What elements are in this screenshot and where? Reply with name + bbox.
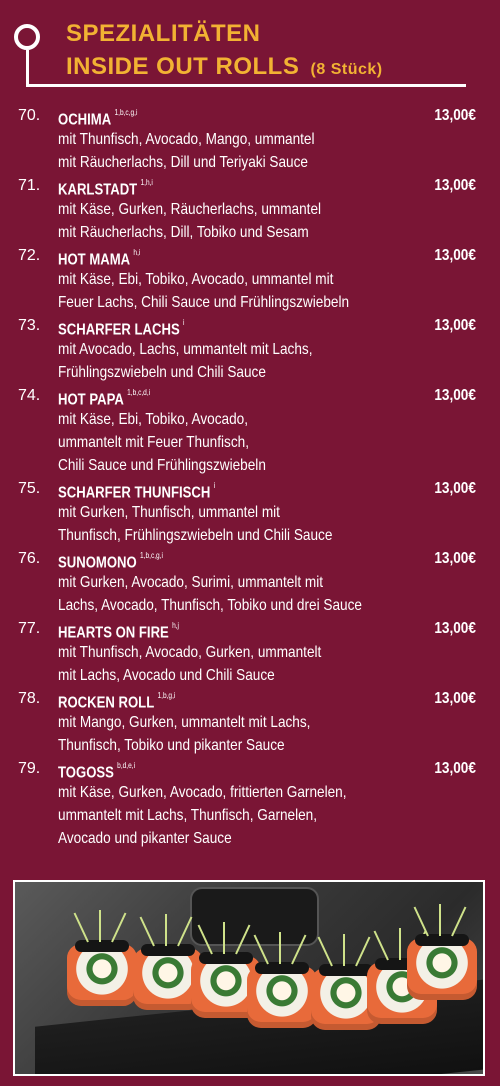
menu-item	[0, 174, 500, 244]
menu-item	[0, 104, 500, 174]
menu-item	[0, 687, 500, 757]
description-line: mit Räucherlachs, Dill und Teriyaki Sauce	[58, 154, 308, 171]
sprout-garnish	[451, 907, 466, 937]
item-number: 72.	[18, 247, 41, 264]
description-line: ummantelt mit Feuer Thunfisch,	[58, 434, 249, 451]
item-name-text: SCHARFER THUNFISCH	[58, 484, 211, 502]
item-description	[0, 641, 478, 687]
header-line-vertical	[26, 50, 29, 86]
description-line: mit Räucherlachs, Dill, Tobiko und Sesam	[58, 224, 309, 241]
item-price: 13,00€	[434, 317, 476, 334]
item-description	[0, 268, 478, 314]
item-price: 13,00€	[434, 387, 476, 404]
item-name-text: HOT PAPA	[58, 391, 124, 409]
item-price: 13,00€	[434, 620, 476, 637]
description-line: mit Mango, Gurken, ummantelt mit Lachs,	[58, 714, 311, 731]
sushi-roll	[247, 966, 317, 1028]
description-line: ummantelt mit Lachs, Thunfisch, Garnelen,	[58, 807, 318, 824]
tobiko-topping	[199, 952, 253, 964]
description-line: mit Käse, Gurken, Avocado, frittierten Garnelen,	[58, 784, 347, 801]
menu-item-header	[0, 244, 500, 268]
item-price: 13,00€	[434, 690, 476, 707]
header-divider	[26, 84, 466, 87]
menu-list	[0, 104, 500, 850]
subtitle-text: INSIDE OUT ROLLS	[66, 53, 300, 80]
item-price: 13,00€	[434, 107, 476, 124]
description-line: mit Gurken, Thunfisch, ummantel mit	[58, 504, 280, 521]
sprout-garnish	[165, 914, 167, 946]
item-description	[0, 711, 478, 757]
description-line: mit Käse, Ebi, Tobiko, Avocado,	[58, 411, 249, 428]
section-subtitle	[66, 53, 383, 81]
item-name-text: SUNOMONO	[58, 554, 137, 572]
sprout-garnish	[223, 922, 225, 954]
allergen-codes: h,i	[133, 248, 141, 257]
item-description	[0, 501, 478, 547]
menu-item	[0, 314, 500, 384]
sprout-garnish	[111, 913, 126, 943]
item-number: 75.	[18, 480, 41, 497]
menu-item-header	[0, 104, 500, 128]
item-price: 13,00€	[434, 550, 476, 567]
item-number: 79.	[18, 760, 41, 777]
allergen-codes: i	[213, 481, 216, 490]
allergen-codes: 1,b,c,g,i	[114, 108, 138, 117]
item-price: 13,00€	[434, 247, 476, 264]
item-number: 70.	[18, 107, 41, 124]
description-line: Lachs, Avocado, Thunfisch, Tobiko und drei Sauce	[58, 597, 362, 614]
menu-item-header	[0, 174, 500, 198]
sushi-photo	[13, 880, 485, 1076]
item-description	[0, 571, 478, 617]
item-description	[0, 408, 478, 477]
sushi-roll	[407, 938, 477, 1000]
section-title: SPEZIALITÄTEN	[66, 20, 261, 47]
tobiko-topping	[75, 940, 129, 952]
item-number: 74.	[18, 387, 41, 404]
sprout-garnish	[140, 917, 155, 947]
description-line: mit Gurken, Avocado, Surimi, ummantelt mit	[58, 574, 324, 591]
menu-item-header	[0, 757, 500, 781]
allergen-codes: 1,h,i	[140, 178, 153, 187]
sprout-garnish	[343, 934, 345, 966]
sprout-garnish	[318, 937, 333, 967]
description-line: mit Thunfisch, Avocado, Gurken, ummantelt	[58, 644, 322, 661]
item-number: 77.	[18, 620, 41, 637]
menu-item-header	[0, 687, 500, 711]
item-description	[0, 128, 478, 174]
description-line: Thunfisch, Frühlingszwiebeln und Chili Sauce	[58, 527, 333, 544]
sprout-garnish	[414, 907, 429, 937]
item-name-text: TOGOSS	[58, 764, 114, 782]
item-name-text: OCHIMA	[58, 111, 112, 129]
description-line: mit Käse, Ebi, Tobiko, Avocado, ummantel mit	[58, 271, 334, 288]
description-line: mit Käse, Gurken, Räucherlachs, ummantel	[58, 201, 322, 218]
sprout-garnish	[279, 932, 281, 964]
sprout-garnish	[355, 937, 370, 967]
description-line: mit Thunfisch, Avocado, Mango, ummantel	[58, 131, 315, 148]
allergen-codes: 1,b,c,d,i	[127, 388, 151, 397]
sushi-roll	[67, 944, 137, 1006]
item-number: 71.	[18, 177, 41, 194]
menu-item-header	[0, 384, 500, 408]
item-number: 73.	[18, 317, 41, 334]
sprout-garnish	[439, 904, 441, 936]
menu-item-header	[0, 617, 500, 641]
tobiko-topping	[319, 964, 373, 976]
menu-item	[0, 384, 500, 477]
item-price: 13,00€	[434, 480, 476, 497]
menu-item	[0, 757, 500, 850]
item-number: 76.	[18, 550, 41, 567]
tobiko-topping	[255, 962, 309, 974]
item-name-text: SCHARFER LACHS	[58, 321, 180, 339]
description-line: mit Lachs, Avocado und Chili Sauce	[58, 667, 275, 684]
item-description	[0, 338, 478, 384]
description-line: Frühlingszwiebeln und Chili Sauce	[58, 364, 266, 381]
sprout-garnish	[399, 928, 401, 960]
description-line: Thunfisch, Tobiko und pikanter Sauce	[58, 737, 285, 754]
item-name-text: HOT MAMA	[58, 251, 131, 269]
description-line: Feuer Lachs, Chili Sauce und Frühlingszwiebeln	[58, 294, 350, 311]
menu-item-header	[0, 314, 500, 338]
tobiko-topping	[415, 934, 469, 946]
item-name-text: HEARTS ON FIRE	[58, 624, 169, 642]
location-pin-icon	[14, 24, 40, 50]
item-name-text: KARLSTADT	[58, 181, 138, 199]
item-number: 78.	[18, 690, 41, 707]
description-line: mit Avocado, Lachs, ummantelt mit Lachs,	[58, 341, 313, 358]
menu-item	[0, 244, 500, 314]
allergen-codes: 1,b,c,g,i	[140, 551, 163, 560]
allergen-codes: 1,b,g,i	[157, 691, 176, 700]
allergen-codes: i	[183, 318, 185, 327]
item-description	[0, 198, 478, 244]
description-line: Avocado und pikanter Sauce	[58, 830, 232, 847]
menu-item	[0, 547, 500, 617]
sprout-garnish	[374, 931, 389, 961]
item-description	[0, 781, 478, 850]
sprout-garnish	[99, 910, 101, 942]
allergen-codes: b,d,e,i	[117, 761, 136, 770]
item-price: 13,00€	[434, 760, 476, 777]
item-price: 13,00€	[434, 177, 476, 194]
tobiko-topping	[141, 944, 195, 956]
menu-item-header	[0, 477, 500, 501]
menu-item-header	[0, 547, 500, 571]
item-name-text: ROCKEN ROLL	[58, 694, 155, 712]
sprout-garnish	[74, 913, 89, 943]
quantity-note: (8 Stück)	[310, 61, 383, 78]
menu-item	[0, 617, 500, 687]
description-line: Chili Sauce und Frühlingszwiebeln	[58, 457, 266, 474]
menu-item	[0, 477, 500, 547]
allergen-codes: h,j	[172, 621, 180, 630]
